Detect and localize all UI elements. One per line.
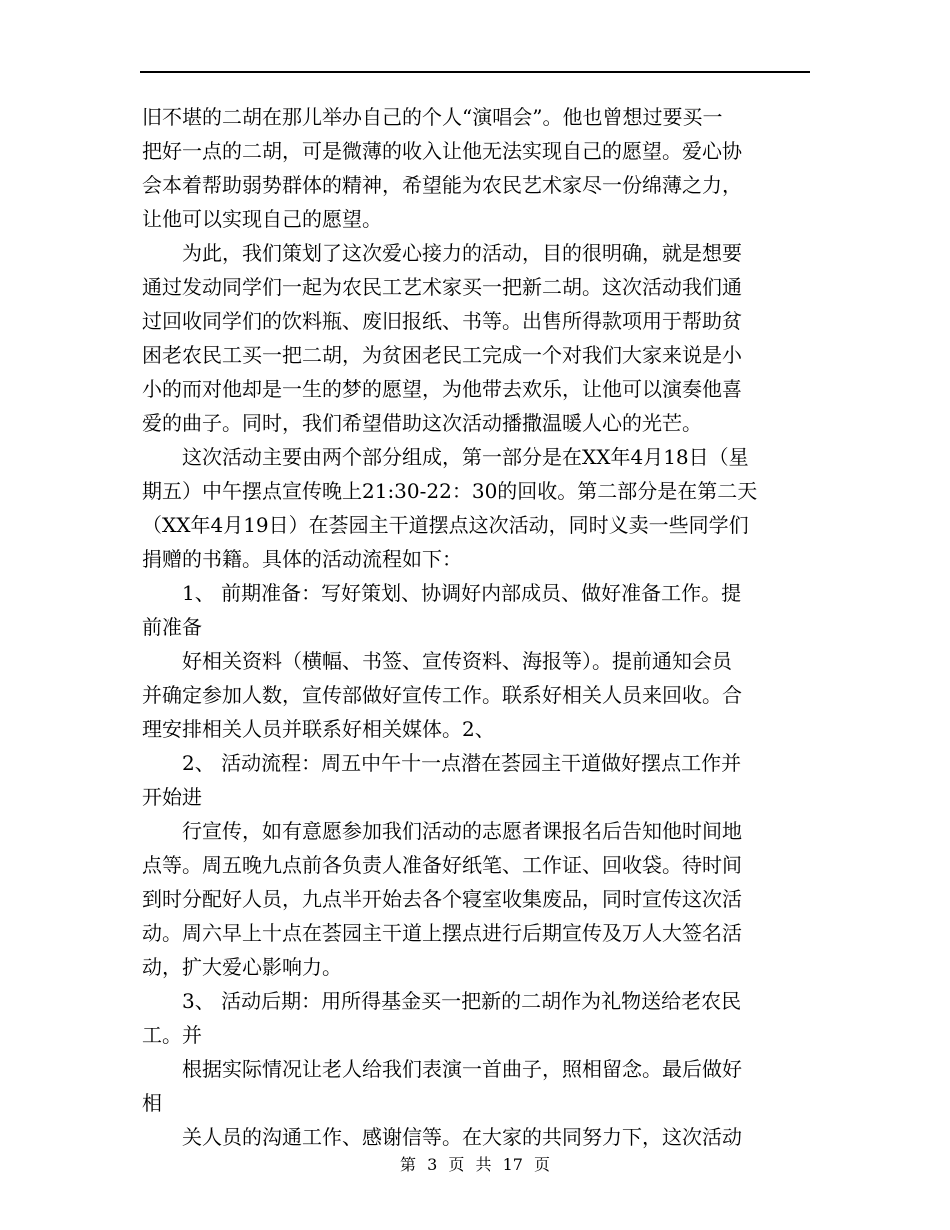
header-rule <box>140 71 810 73</box>
footer-label-ye: 页 <box>448 1155 465 1174</box>
text-line: 相 <box>142 1091 162 1115</box>
text-line: 开始进 <box>142 785 202 809</box>
text-line: 动。周六早上十点在荟园主干道上摆点进行后期宣传及万人大签名活 <box>142 921 742 945</box>
text-line: 爱的曲子。同时，我们希望借助这次活动播撒温暖人心的光芒。 <box>142 411 702 435</box>
text-line: （XX年4月19日）在荟园主干道摆点这次活动，同时义卖一些同学们 <box>142 513 749 537</box>
text-line: 把好一点的二胡，可是微薄的收入让他无法实现自己的愿望。爱心协 <box>142 139 742 163</box>
footer-label-gong: 共 <box>475 1155 492 1174</box>
text-line: 动，扩大爱心影响力。 <box>142 955 342 979</box>
text-line: 2、 活动流程：周五中午十一点潜在荟园主干道做好摆点工作并 <box>182 751 742 775</box>
text-line: 期五）中午摆点宣传晚上21:30-22：30的回收。第二部分是在第二天 <box>142 479 758 503</box>
footer-total-pages: 17 <box>502 1155 523 1174</box>
document-body <box>142 100 810 1154</box>
page-footer <box>0 1152 950 1175</box>
text-line: 根据实际情况让老人给我们表演一首曲子，照相留念。最后做好 <box>182 1057 742 1081</box>
text-line: 行宣传，如有意愿参加我们活动的志愿者课报名后告知他时间地 <box>182 819 742 843</box>
text-line: 过回收同学们的饮料瓶、废旧报纸、书等。出售所得款项用于帮助贫 <box>142 309 742 333</box>
text-line: 前准备 <box>142 615 202 639</box>
text-line: 困老农民工买一把二胡，为贫困老民工完成一个对我们大家来说是小 <box>142 343 742 367</box>
text-line: 好相关资料（横幅、书签、宣传资料、海报等）。提前通知会员 <box>182 649 732 673</box>
text-line: 会本着帮助弱势群体的精神，希望能为农民艺术家尽一份绵薄之力， <box>142 173 742 197</box>
text-line: 理安排相关人员并联系好相关媒体。2、 <box>142 717 495 741</box>
text-line: 工。并 <box>142 1023 202 1047</box>
text-line: 到时分配好人员，九点半开始去各个寝室收集废品，同时宣传这次活 <box>142 887 742 911</box>
text-line: 并确定参加人数，宣传部做好宣传工作。联系好相关人员来回收。合 <box>142 683 742 707</box>
text-line: 让他可以实现自己的愿望。 <box>142 207 382 231</box>
text-line: 1、 前期准备：写好策划、协调好内部成员、做好准备工作。提 <box>182 581 742 605</box>
text-line: 为此，我们策划了这次爱心接力的活动，目的很明确，就是想要 <box>182 241 742 265</box>
text-line: 小的而对他却是一生的梦的愿望，为他带去欢乐，让他可以演奏他喜 <box>142 377 742 401</box>
text-line: 点等。周五晚九点前各负责人准备好纸笔、工作证、回收袋。待时间 <box>142 853 742 877</box>
footer-label-di: 第 <box>399 1155 416 1174</box>
footer-page-number: 3 <box>427 1155 438 1174</box>
footer-label-ye2: 页 <box>534 1155 551 1174</box>
text-line: 3、 活动后期：用所得基金买一把新的二胡作为礼物送给老农民 <box>182 989 742 1013</box>
text-line: 关人员的沟通工作、感谢信等。在大家的共同努力下，这次活动 <box>182 1125 742 1149</box>
text-line: 这次活动主要由两个部分组成，第一部分是在XX年4月18日（星 <box>182 445 749 469</box>
text-line: 旧不堪的二胡在那儿举办自己的个人“演唱会”。他也曾想过要买一 <box>142 105 723 129</box>
text-line: 通过发动同学们一起为农民工艺术家买一把新二胡。这次活动我们通 <box>142 275 742 299</box>
text-line: 捐赠的书籍。具体的活动流程如下： <box>142 547 462 571</box>
